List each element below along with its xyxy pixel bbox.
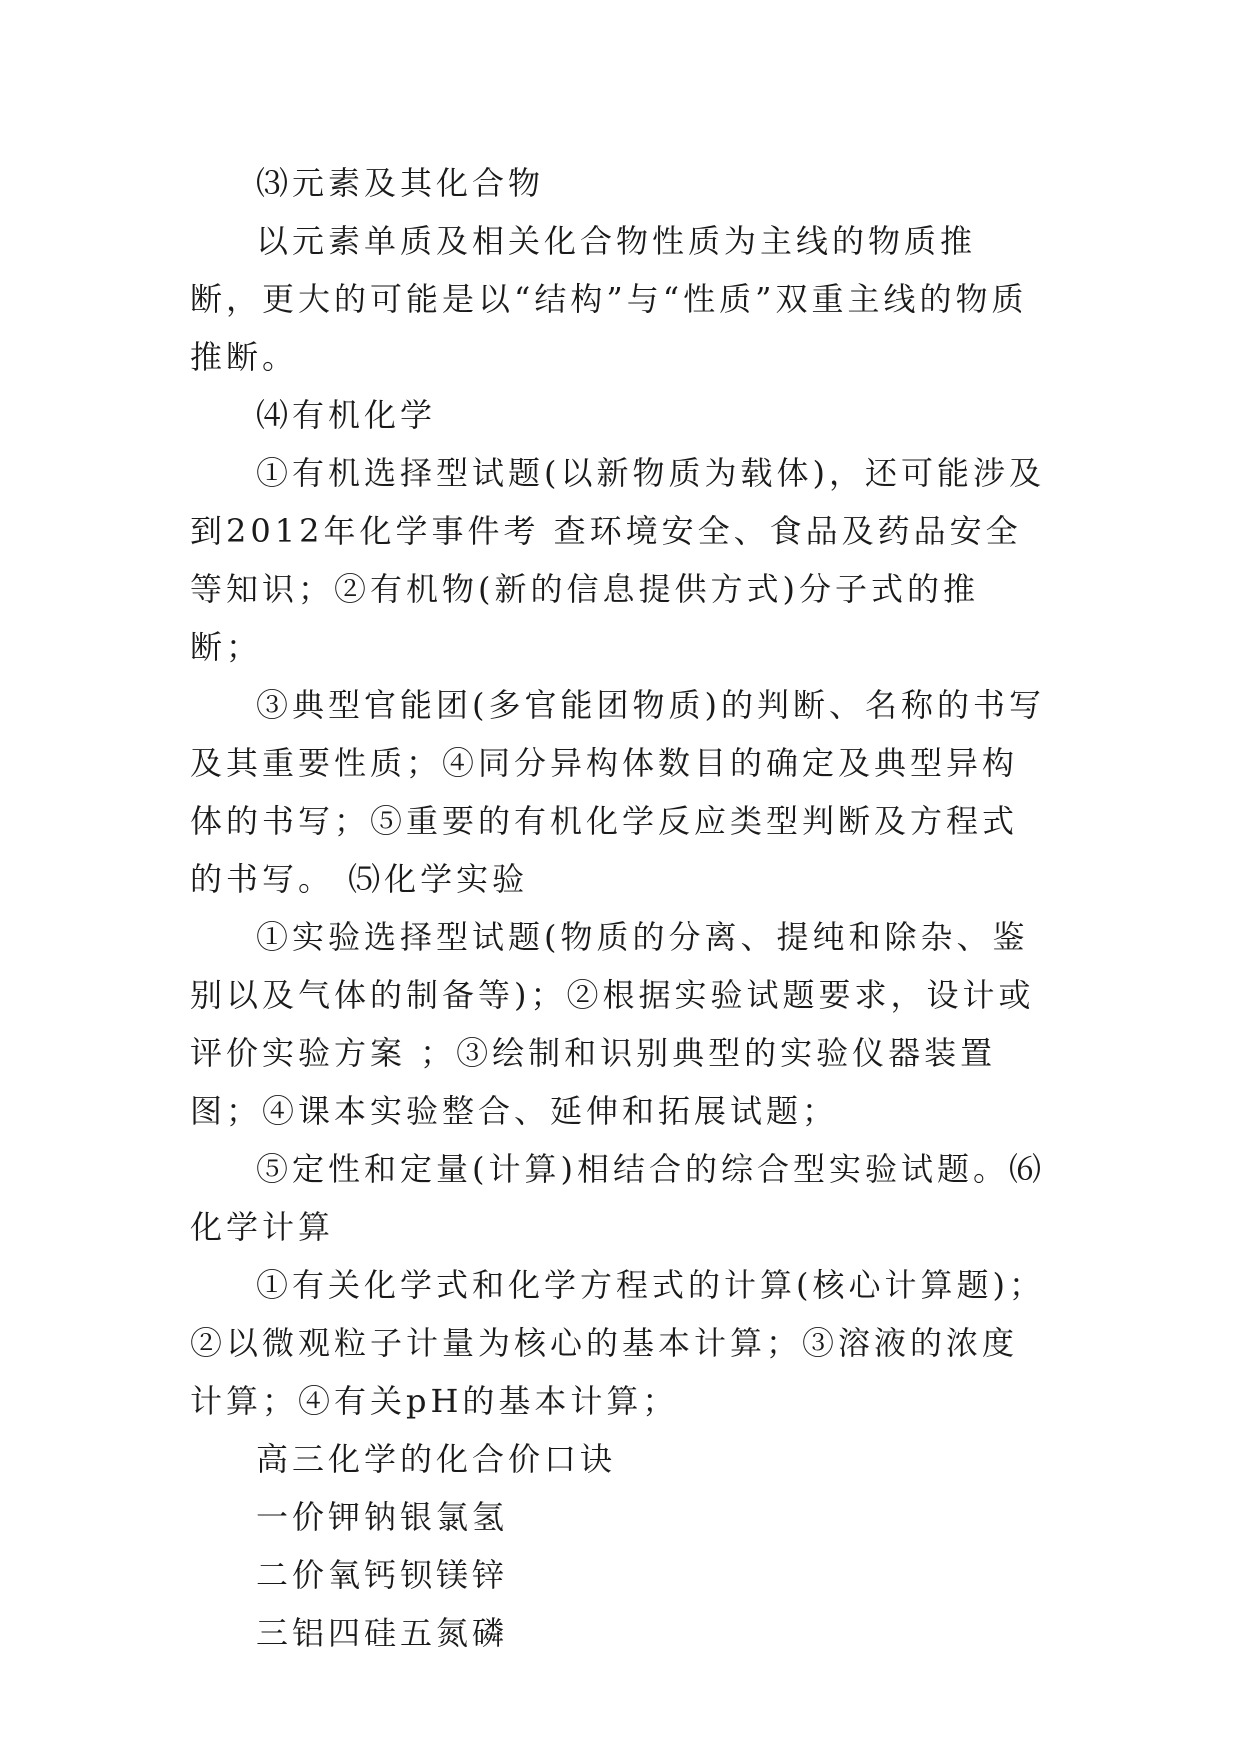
valence-line-1: 一价钾钠银氯氢 — [256, 1498, 509, 1536]
paragraph-organic-1: ①有机选择型试题(以新物质为载体)，还可能涉及到2012年化学事件考 查环境安全、食品及药品安全等知识；②有机物(新的信息提供方式)分子式的推断； — [190, 454, 1045, 666]
valence-line-3: 三铝四硅五氮磷 — [256, 1614, 509, 1652]
paragraph-calculation: ①有关化学式和化学方程式的计算(核心计算题)；②以微观粒子计量为核心的基本计算；③溶液的浓度计算；④有关pH的基本计算； — [190, 1266, 1045, 1420]
section-heading-valence: 高三化学的化合价口诀 — [256, 1440, 617, 1478]
paragraph-elements-text: 以元素单质及相关化合物性质为主线的物质推断，更大的可能是以“结构”与“性质”双重主线的物质推断。 — [190, 222, 1028, 376]
section-heading-elements: ⑶元素及其化合物 — [256, 164, 545, 202]
valence-line-2: 二价氧钙钡镁锌 — [256, 1556, 509, 1594]
document-body — [190, 154, 1046, 1662]
paragraph-organic-2: ③典型官能团(多官能团物质)的判断、名称的书写及其重要性质；④同分异构体数目的确定及典型异构体的书写；⑤重要的有机化学反应类型判断及方程式的书写。 ⑸化学实验 — [190, 686, 1045, 898]
paragraph-experiment: ①实验选择型试题(物质的分离、提纯和除杂、鉴别以及气体的制备等)；②根据实验试题要求，设计或评价实验方案 ；③绘制和识别典型的实验仪器装置图；④课本实验整合、延伸和拓展试题； — [190, 918, 1035, 1130]
paragraph-experiment-2: ⑤定性和定量(计算)相结合的综合型实验试题。⑹化学计算 — [190, 1150, 1045, 1246]
section-heading-organic: ⑷有机化学 — [256, 396, 437, 434]
